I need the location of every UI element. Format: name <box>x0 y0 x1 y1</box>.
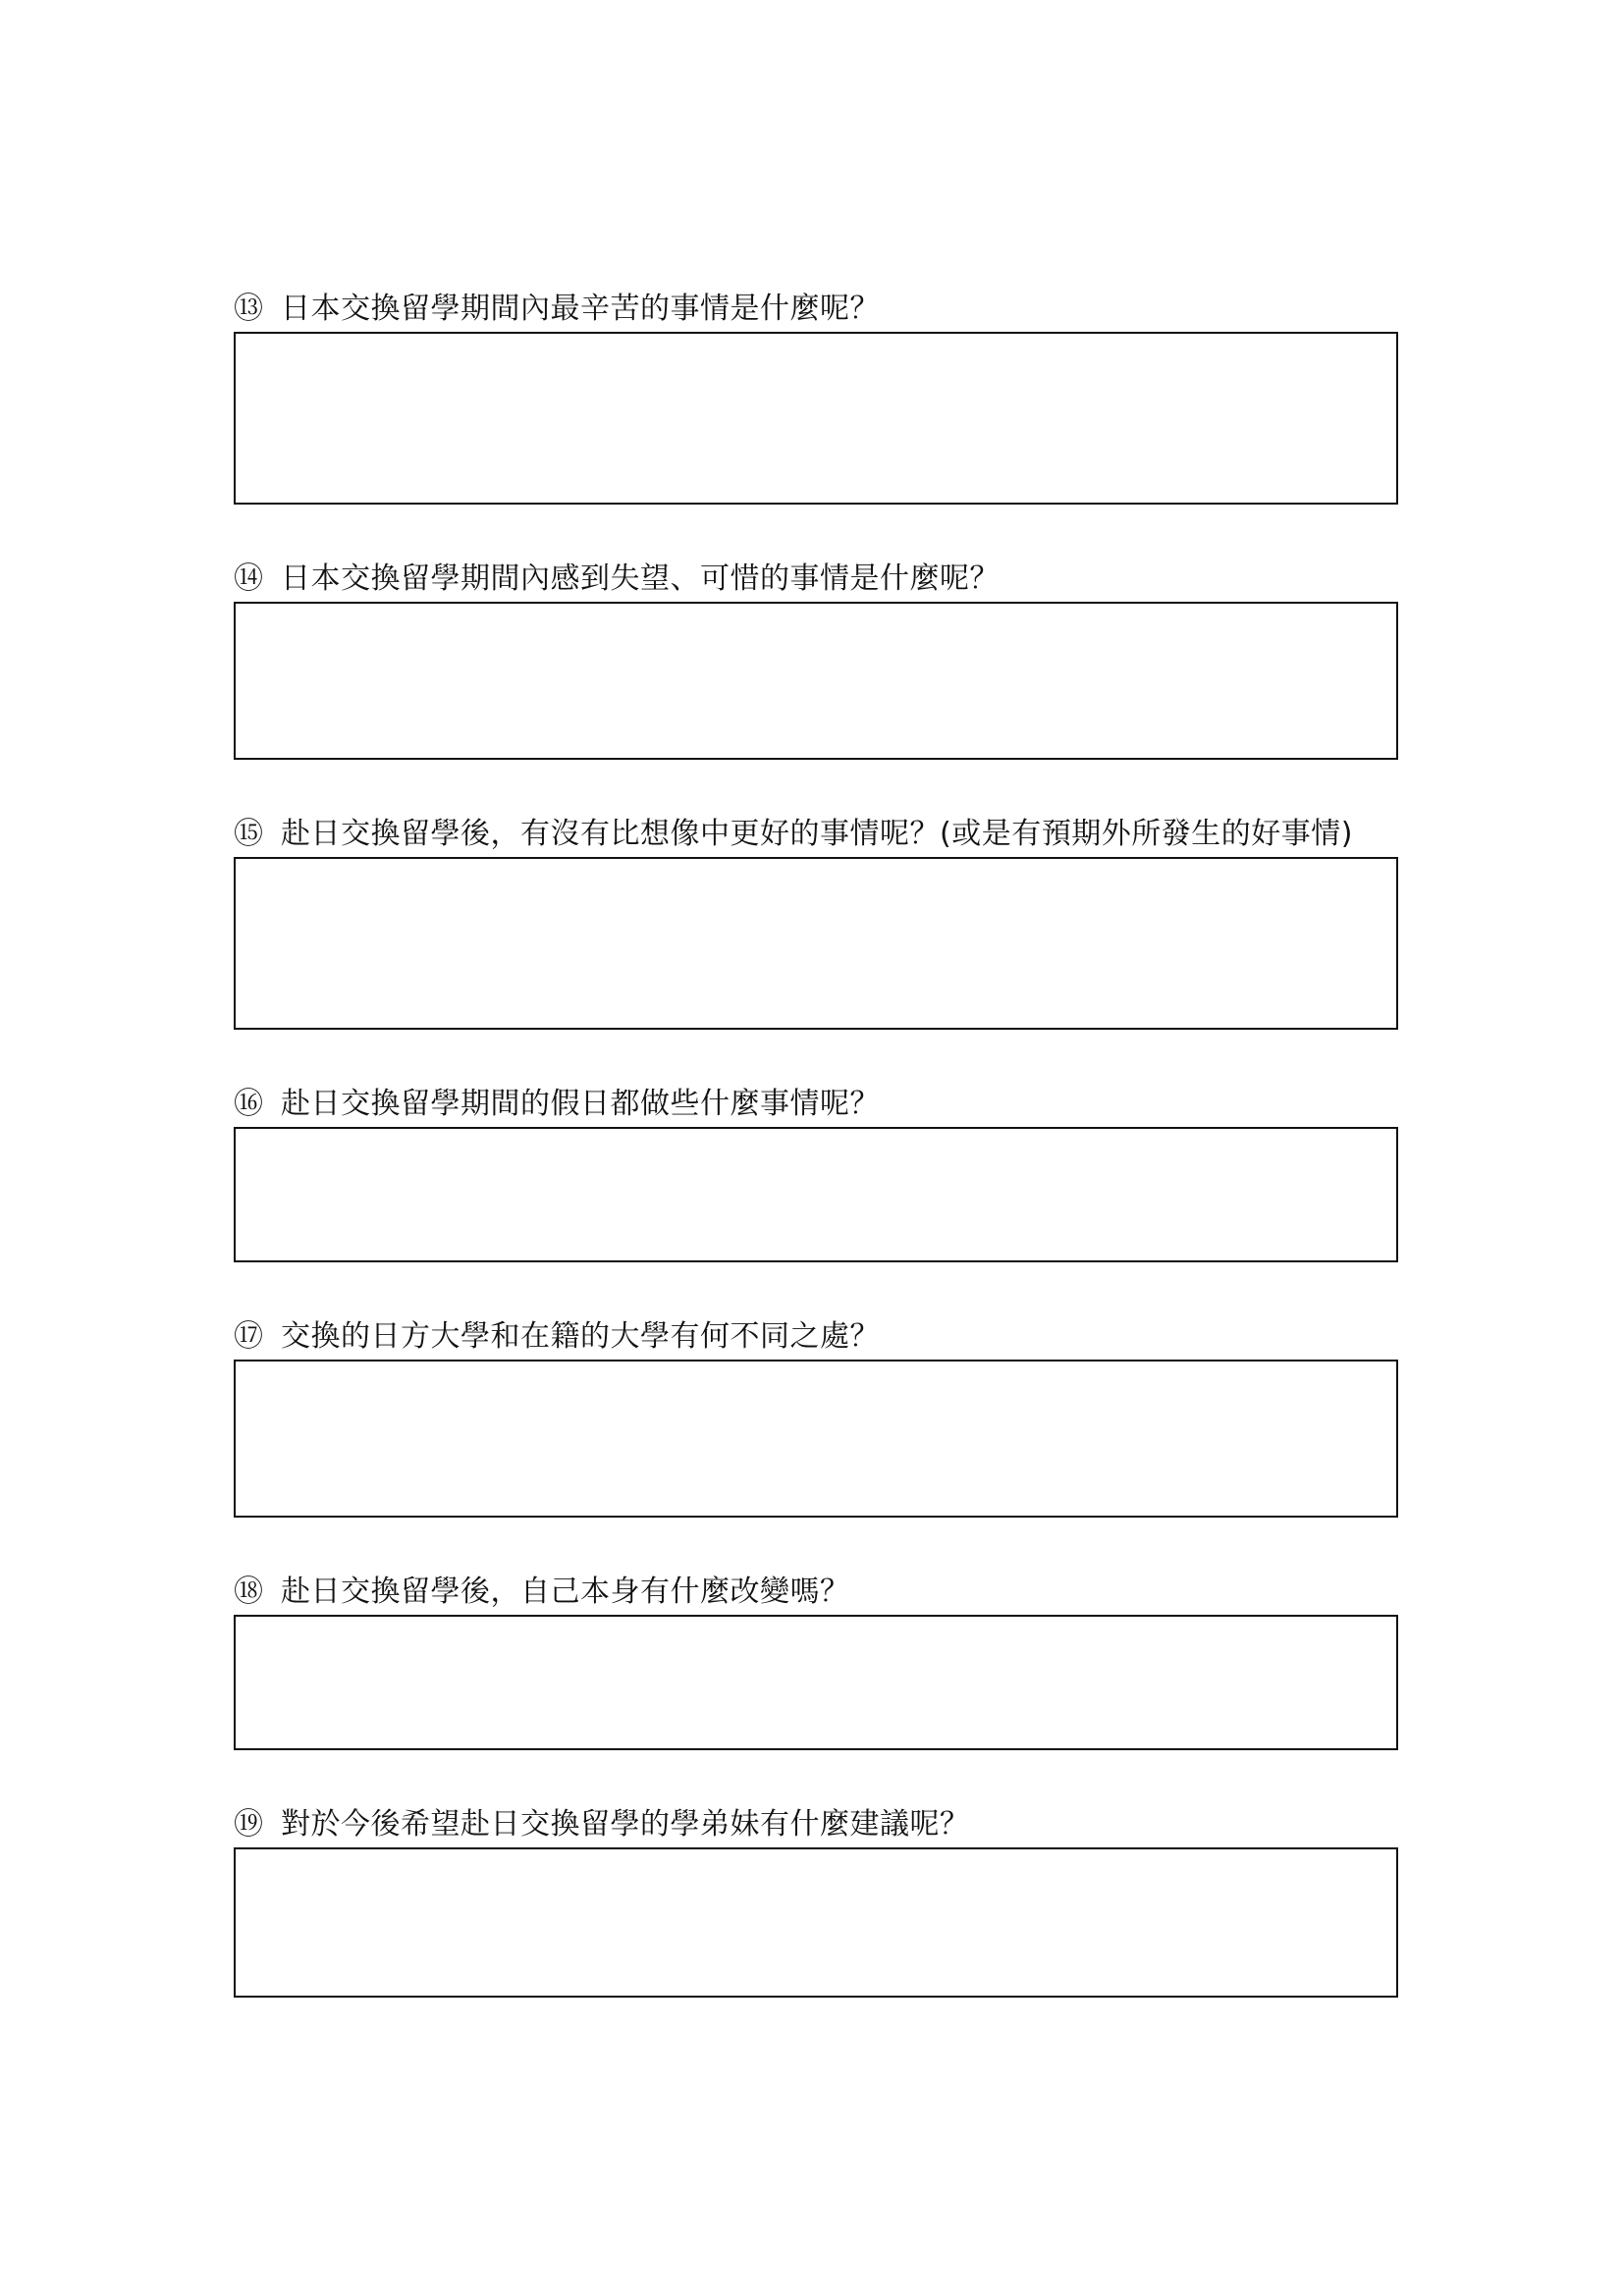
question-15-label <box>234 816 1353 853</box>
question-16-label <box>234 1086 880 1123</box>
question-15-text: 赴日交換留學後，有沒有比想像中更好的事情呢？(或是有預期外所發生的好事情) <box>281 817 1353 851</box>
question-17-label <box>234 1318 880 1356</box>
question-13-answer-box[interactable] <box>234 332 1398 505</box>
question-13-number: ⑬ <box>234 292 264 326</box>
question-17-number: ⑰ <box>234 1319 264 1354</box>
question-19-number: ⑲ <box>234 1807 264 1842</box>
question-17-text: 交換的日方大學和在籍的大學有何不同之處？ <box>281 1319 880 1354</box>
question-18-number: ⑱ <box>234 1575 264 1609</box>
question-13-label <box>234 291 880 328</box>
question-19-answer-box[interactable] <box>234 1847 1398 1998</box>
question-14-answer-box[interactable] <box>234 602 1398 760</box>
question-14-number: ⑭ <box>234 561 264 596</box>
question-16-number: ⑯ <box>234 1087 264 1121</box>
question-18-answer-box[interactable] <box>234 1615 1398 1750</box>
question-19-label <box>234 1806 970 1843</box>
question-13-text: 日本交換留學期間內最辛苦的事情是什麼呢？ <box>281 292 880 326</box>
question-19-text: 對於今後希望赴日交換留學的學弟妹有什麼建議呢？ <box>281 1807 970 1842</box>
question-15-answer-box[interactable] <box>234 857 1398 1030</box>
question-14-label <box>234 561 1000 598</box>
question-18-text: 赴日交換留學後，自己本身有什麼改變嗎？ <box>281 1575 850 1609</box>
question-16-answer-box[interactable] <box>234 1127 1398 1262</box>
question-17-answer-box[interactable] <box>234 1360 1398 1518</box>
question-15-number: ⑮ <box>234 817 264 851</box>
question-18-label <box>234 1574 850 1611</box>
question-16-text: 赴日交換留學期間的假日都做些什麼事情呢？ <box>281 1087 880 1121</box>
question-14-text: 日本交換留學期間內感到失望、可惜的事情是什麼呢？ <box>281 561 1000 596</box>
